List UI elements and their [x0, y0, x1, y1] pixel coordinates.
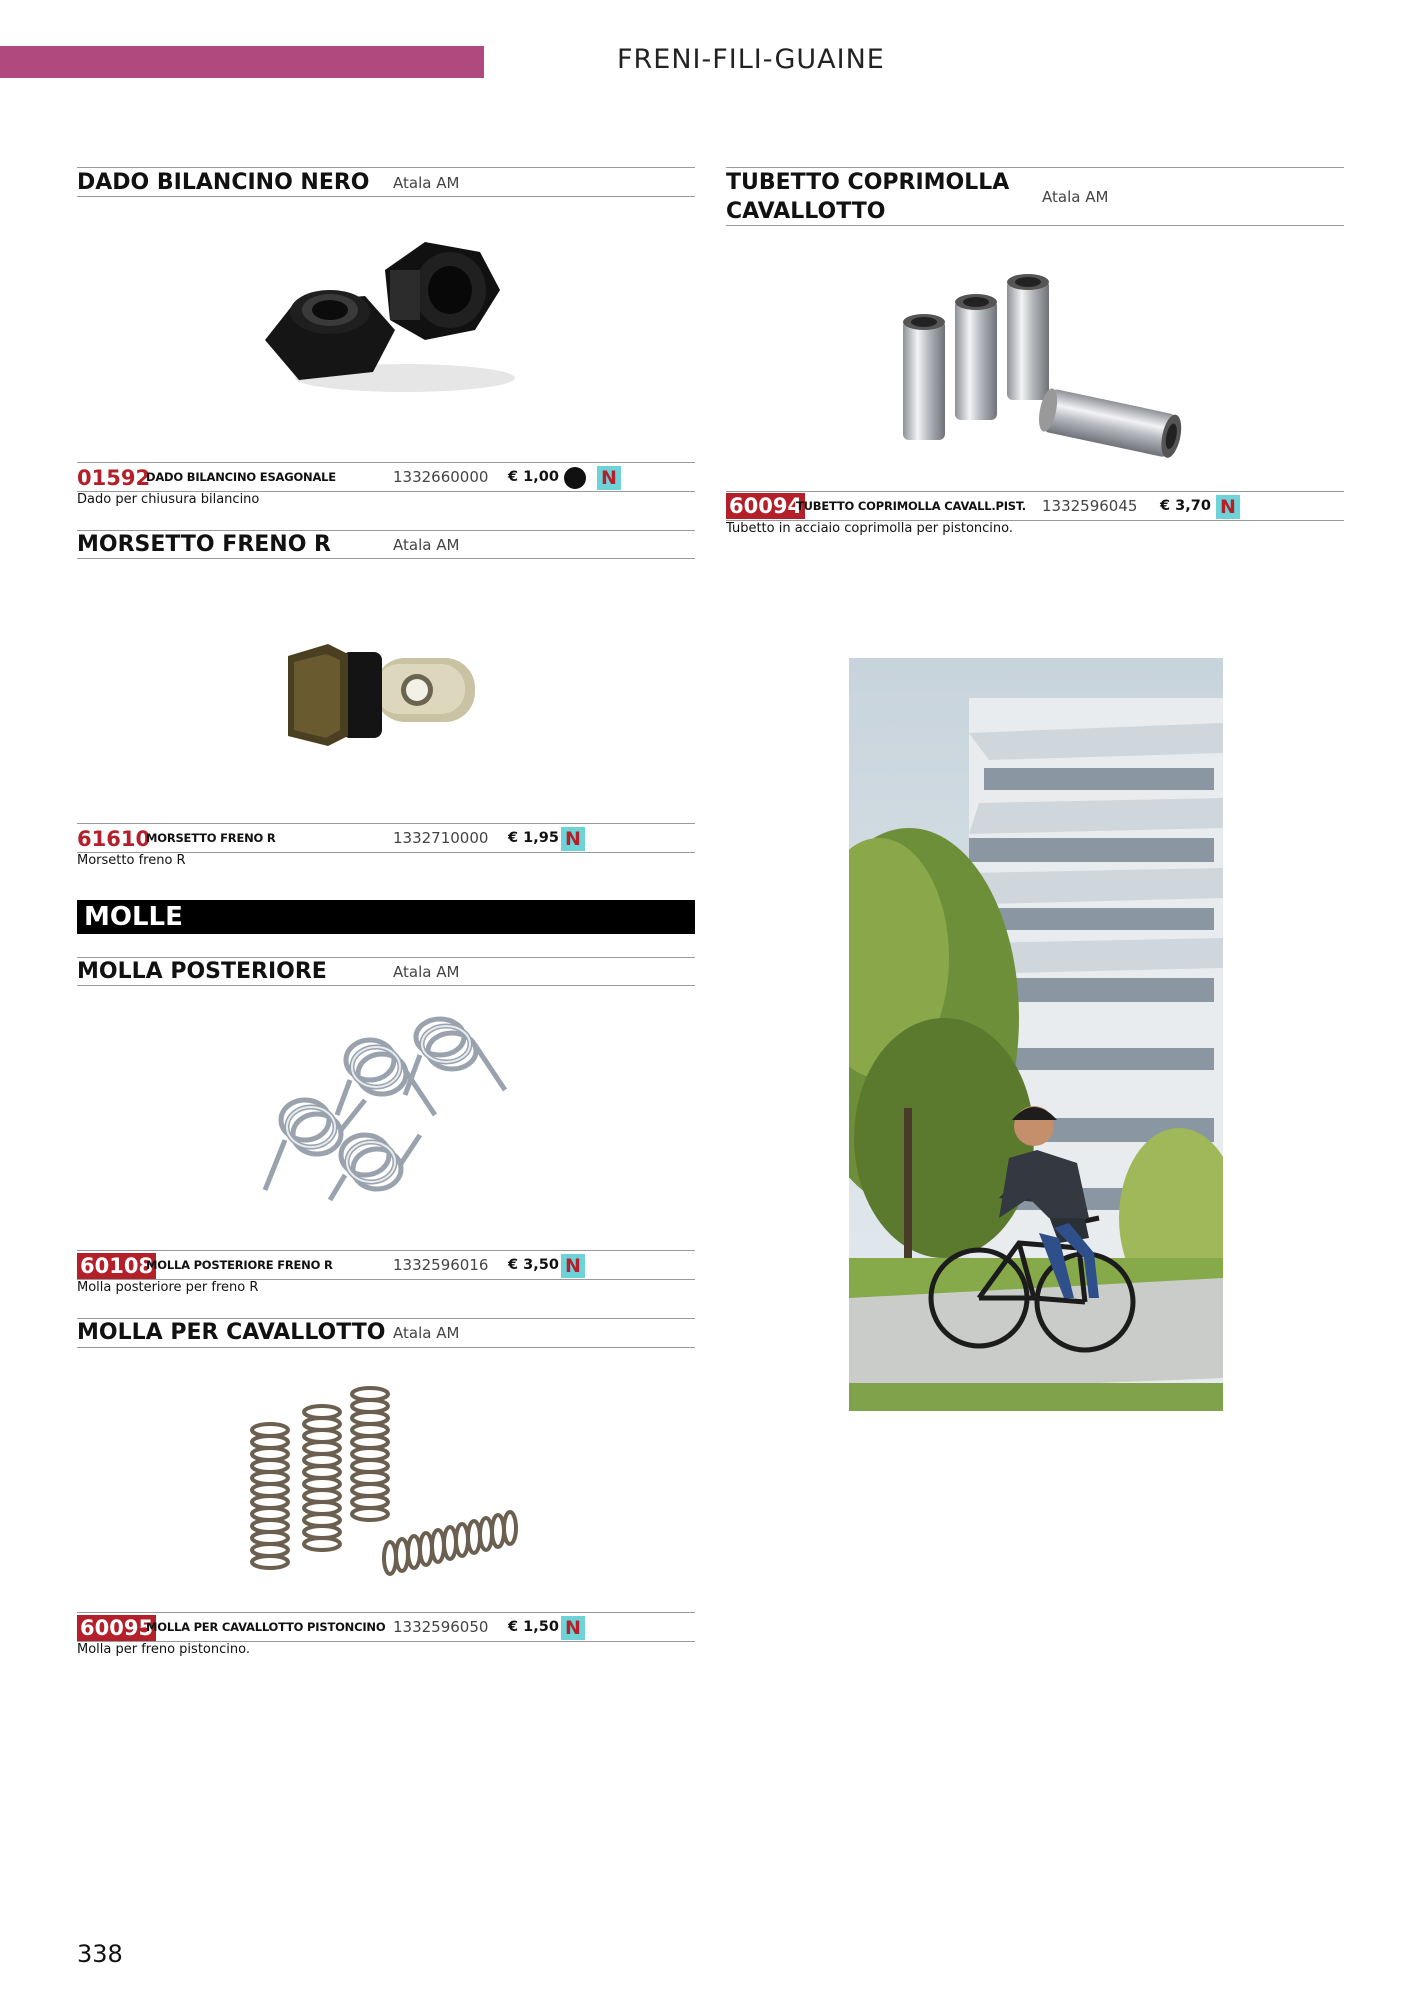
product-code: 61610	[77, 827, 151, 851]
black-color-dot	[564, 467, 586, 489]
new-badge: N	[1216, 495, 1240, 519]
product-title-line1: TUBETTO COPRIMOLLA	[726, 170, 1010, 195]
product-brand: Atala AM	[393, 536, 460, 554]
product-title: MOLLA PER CAVALLOTTO	[77, 1320, 386, 1345]
product-ean: 1332596045	[1042, 497, 1138, 515]
product-ean: 1332596050	[393, 1618, 489, 1636]
product-name: MOLLA PER CAVALLOTTO PISTONCINO	[146, 1620, 386, 1634]
header-accent-bar	[0, 46, 484, 78]
product-ean: 1332710000	[393, 829, 489, 847]
product-name: MORSETTO FRENO R	[146, 831, 276, 845]
product-ean: 1332596016	[393, 1256, 489, 1274]
product-title: MOLLA POSTERIORE	[77, 959, 327, 984]
product-brand: Atala AM	[393, 963, 460, 981]
divider	[77, 1612, 695, 1613]
product-name: MOLLA POSTERIORE FRENO R	[146, 1258, 333, 1272]
product-description: Molla posteriore per freno R	[77, 1280, 259, 1295]
new-badge: N	[561, 1254, 585, 1278]
divider	[77, 823, 695, 824]
divider	[77, 1250, 695, 1251]
hex-nut-icon	[255, 230, 535, 410]
product-code: 01592	[77, 466, 151, 490]
product-ean: 1332660000	[393, 468, 489, 486]
product-brand: Atala AM	[393, 174, 460, 192]
product-price: € 1,00	[508, 469, 559, 485]
product-description: Tubetto in acciaio coprimolla per pistoncino.	[726, 521, 1014, 536]
product-title: MORSETTO FRENO R	[77, 532, 331, 557]
new-badge: N	[561, 1616, 585, 1640]
product-description: Dado per chiusura bilancino	[77, 492, 260, 507]
product-code: 60095	[77, 1615, 156, 1641]
new-badge: N	[597, 466, 621, 490]
product-name: DADO BILANCINO ESAGONALE	[146, 470, 336, 484]
product-price: € 3,70	[1160, 498, 1211, 514]
divider	[77, 985, 695, 986]
product-name: TUBETTO COPRIMOLLA CAVALL.PIST.	[796, 499, 1026, 513]
divider	[726, 491, 1344, 492]
divider	[77, 558, 695, 559]
divider	[77, 196, 695, 197]
page-number: 338	[77, 1940, 123, 1968]
product-brand: Atala AM	[393, 1324, 460, 1342]
product-price: € 3,50	[508, 1257, 559, 1273]
product-description: Morsetto freno R	[77, 853, 186, 868]
product-price: € 1,95	[508, 830, 559, 846]
brake-clamp-icon	[280, 640, 490, 760]
product-brand: Atala AM	[1042, 188, 1109, 206]
steel-tube-icon	[895, 270, 1195, 465]
coil-spring-icon	[240, 1380, 530, 1590]
divider	[726, 225, 1344, 226]
product-title-line2: CAVALLOTTO	[726, 199, 886, 224]
cyclist-photo	[849, 658, 1223, 1411]
torsion-spring-icon	[255, 1015, 515, 1205]
product-price: € 1,50	[508, 1619, 559, 1635]
product-title: DADO BILANCINO NERO	[77, 170, 370, 195]
section-title: FRENI-FILI-GUAINE	[617, 44, 885, 75]
section-header: MOLLE	[84, 902, 183, 932]
product-code: 60108	[77, 1253, 156, 1279]
new-badge: N	[561, 827, 585, 851]
divider	[77, 1347, 695, 1348]
divider	[77, 462, 695, 463]
product-code: 60094	[726, 493, 805, 519]
product-description: Molla per freno pistoncino.	[77, 1642, 250, 1657]
